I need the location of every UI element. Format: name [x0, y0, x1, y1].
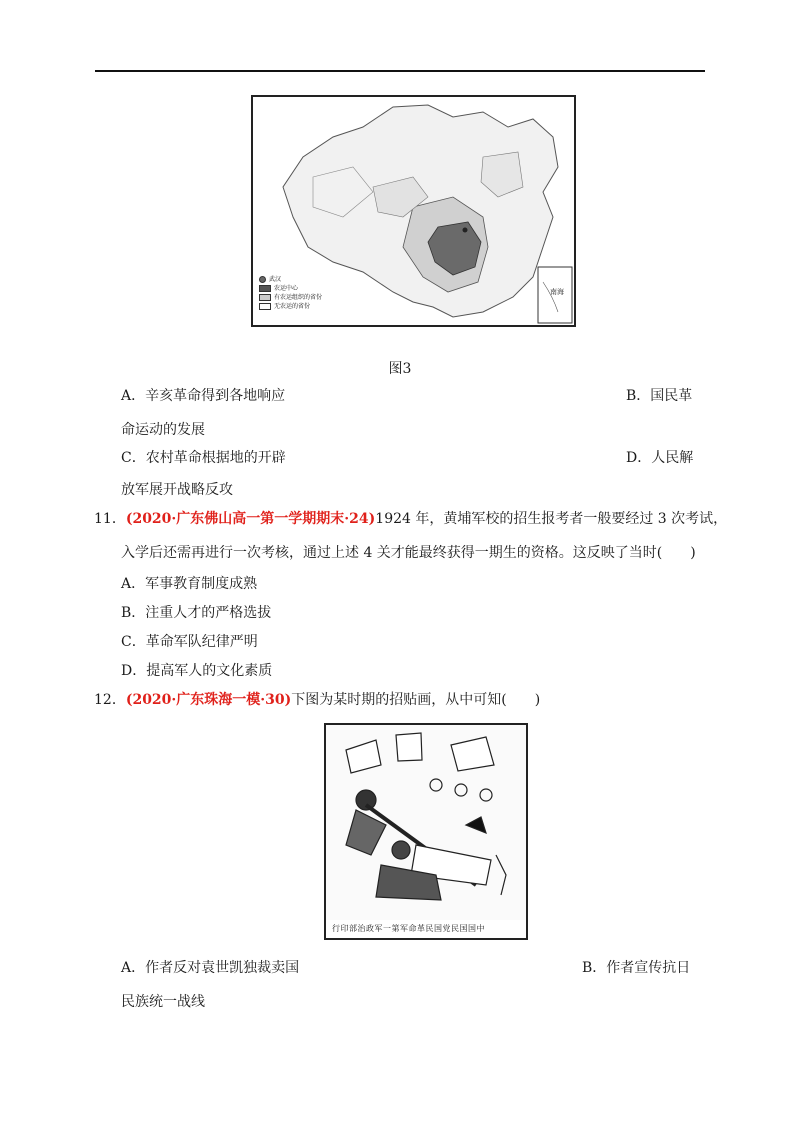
option-a: A．作者反对袁世凯独裁卖国	[121, 960, 300, 976]
map-legend	[259, 275, 322, 311]
poster-caption: 行印部治政军一第军命革民国党民国国中	[332, 924, 485, 933]
question-text: 1924 年，黄埔军校的招生报考者一般要经过 3 次考试，	[375, 511, 728, 527]
option-d: D．提高军人的文化素质	[121, 663, 273, 679]
option-b: B．注重人才的严格选拔	[121, 605, 272, 621]
legend-item: 武汉	[269, 276, 282, 283]
question-12-stem	[94, 690, 540, 710]
option-b: B．作者宣传抗日	[582, 960, 691, 976]
option-c: C．革命军队纪律严明	[121, 634, 258, 650]
question-source: (2020·广东珠海一模·30)	[125, 692, 292, 708]
figure-caption: 图3	[388, 361, 412, 377]
header-rule	[95, 70, 705, 72]
legend-item: 农运中心	[274, 285, 299, 292]
poster-figure	[324, 723, 528, 940]
legend-item: 有农运组织的省份	[274, 294, 323, 301]
propaganda-poster-image	[326, 725, 526, 920]
option-b: B．国民革	[626, 388, 693, 404]
question-number: 11．	[94, 511, 126, 527]
option-d-cont: 放军展开战略反攻	[121, 482, 233, 498]
option-b-cont: 命运动的发展	[121, 422, 205, 438]
question-11-stem-cont: 入学后还需再进行一次考核，通过上述 4 关才能最终获得一期生的资格。这反映了当时( )	[121, 545, 696, 561]
option-a: A．军事教育制度成熟	[121, 576, 258, 592]
option-d: D．人民解	[626, 450, 694, 466]
option-c: C．农村革命根据地的开辟	[121, 450, 286, 466]
question-text: 下图为某时期的招贴画，从中可知( )	[291, 692, 541, 708]
map-figure	[251, 95, 576, 327]
option-a: A．辛亥革命得到各地响应	[121, 388, 286, 404]
inset-label: 南海	[550, 288, 564, 296]
question-number: 12．	[94, 692, 126, 708]
legend-item: 无农运的省份	[274, 303, 311, 310]
question-source: (2020·广东佛山高一第一学期期末·24)	[125, 511, 376, 527]
option-b-cont: 民族统一战线	[121, 994, 205, 1010]
question-11-stem	[94, 509, 727, 529]
